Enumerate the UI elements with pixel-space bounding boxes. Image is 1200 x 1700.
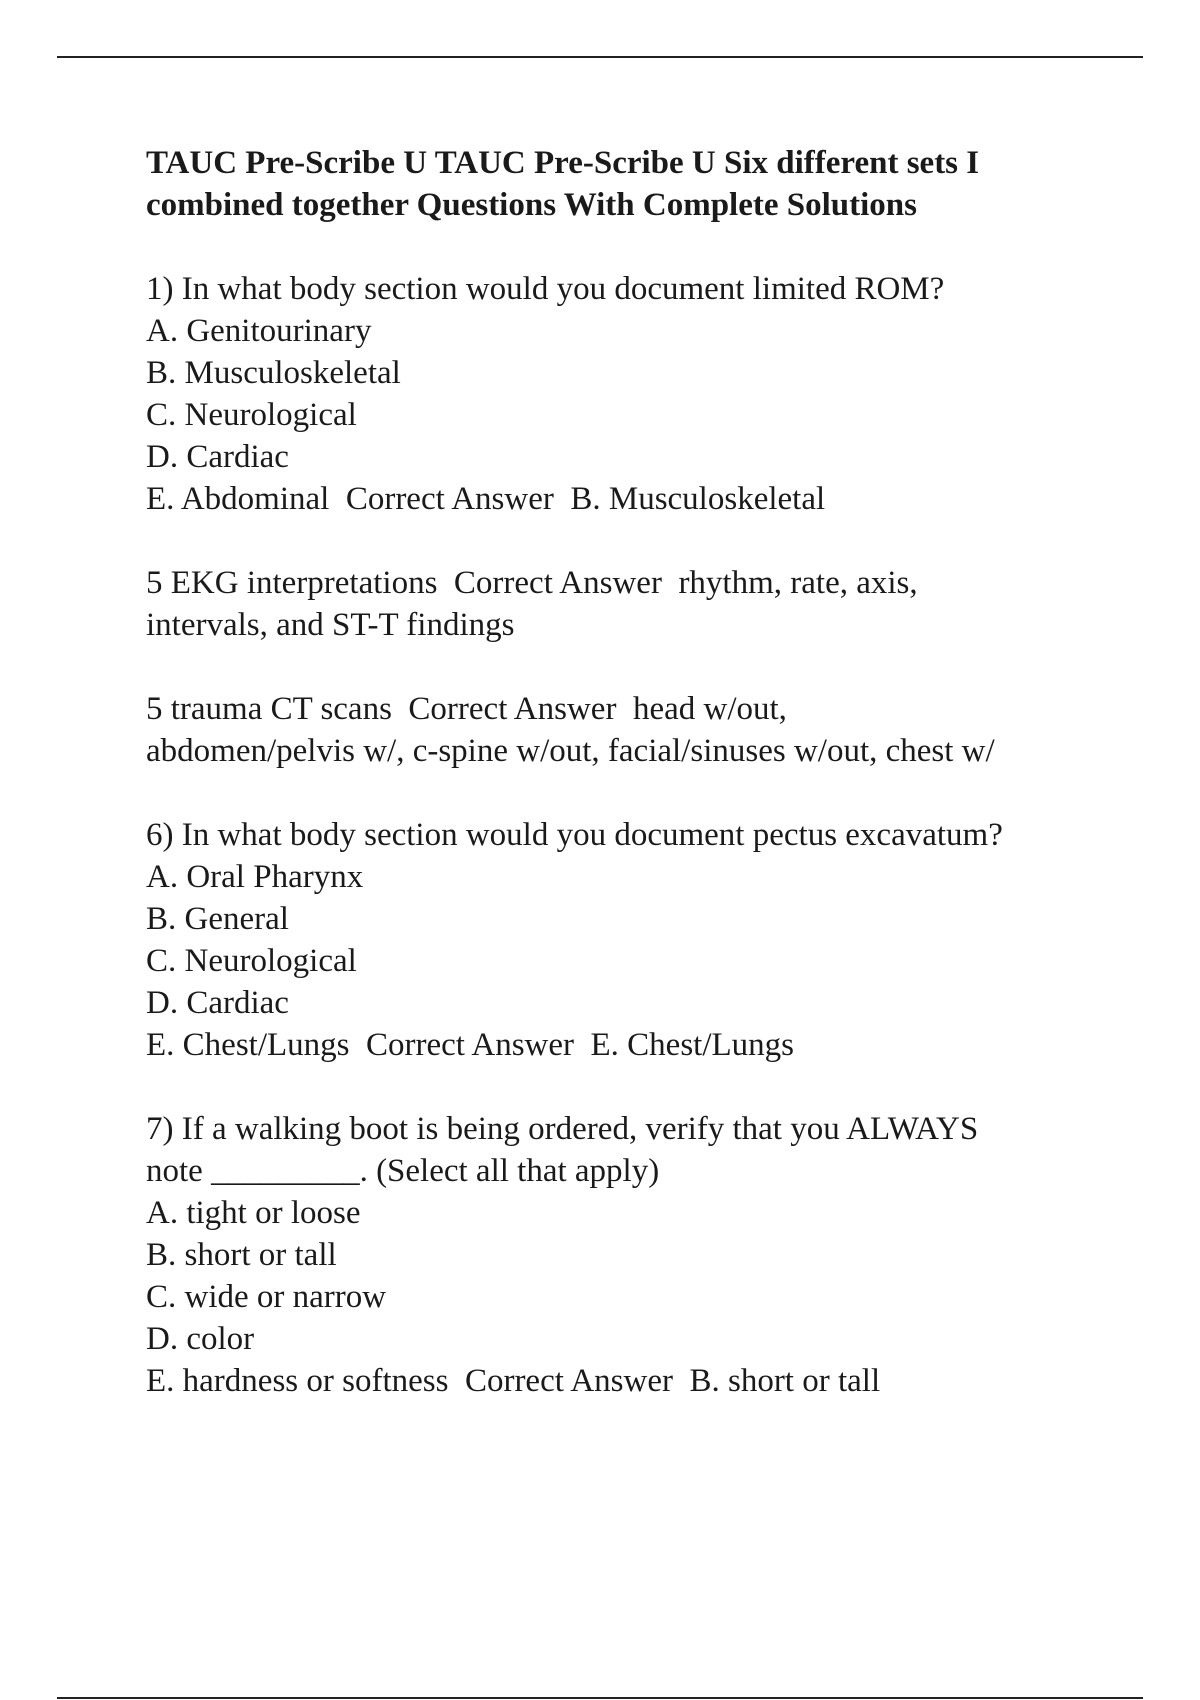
trauma-ct-block bbox=[146, 688, 1106, 772]
ekg-line-2: intervals, and ST-T findings bbox=[146, 607, 515, 643]
question-1-option-b: B. Musculoskeletal bbox=[146, 355, 401, 391]
question-7-option-d: D. color bbox=[146, 1321, 255, 1357]
question-6-option-e-answer: E. Chest/Lungs Correct Answer E. Chest/Lungs bbox=[146, 1027, 795, 1063]
question-1-option-d: D. Cardiac bbox=[146, 439, 289, 475]
question-1-option-c: C. Neurological bbox=[146, 397, 357, 433]
question-7-prompt-line-1: 7) If a walking boot is being ordered, verify that you ALWAYS bbox=[146, 1111, 979, 1147]
document-title bbox=[146, 142, 1106, 226]
question-6-block bbox=[146, 814, 1106, 1066]
question-6-option-b: B. General bbox=[146, 901, 289, 937]
question-7-option-b: B. short or tall bbox=[146, 1237, 337, 1273]
question-7-prompt-line-2: note _________. (Select all that apply) bbox=[146, 1153, 660, 1189]
title-line: TAUC Pre-Scribe U TAUC Pre-Scribe U Six different sets I bbox=[146, 145, 980, 181]
question-6-option-a: A. Oral Pharynx bbox=[146, 859, 364, 895]
top-rule bbox=[57, 56, 1143, 58]
question-6-prompt: 6) In what body section would you document pectus excavatum? bbox=[146, 817, 1003, 853]
ekg-line-1: 5 EKG interpretations Correct Answer rhythm, rate, axis, bbox=[146, 565, 918, 601]
trauma-ct-line-2: abdomen/pelvis w/, c-spine w/out, facial/sinuses w/out, chest w/ bbox=[146, 733, 995, 769]
question-7-option-a: A. tight or loose bbox=[146, 1195, 361, 1231]
bottom-rule bbox=[57, 1697, 1143, 1699]
question-1-block bbox=[146, 268, 1106, 520]
question-6-option-c: C. Neurological bbox=[146, 943, 357, 979]
question-7-option-c: C. wide or narrow bbox=[146, 1279, 387, 1315]
ekg-block bbox=[146, 562, 1106, 646]
question-1-prompt: 1) In what body section would you document limited ROM? bbox=[146, 271, 945, 307]
question-1-option-a: A. Genitourinary bbox=[146, 313, 372, 349]
trauma-ct-line-1: 5 trauma CT scans Correct Answer head w/out, bbox=[146, 691, 787, 727]
question-1-option-e-answer: E. Abdominal Correct Answer B. Musculoskeletal bbox=[146, 481, 826, 517]
question-7-option-e-answer: E. hardness or softness Correct Answer B. short or tall bbox=[146, 1363, 881, 1399]
document-body bbox=[146, 142, 1106, 1444]
question-7-block bbox=[146, 1108, 1106, 1402]
question-6-option-d: D. Cardiac bbox=[146, 985, 289, 1021]
title-line: combined together Questions With Complete Solutions bbox=[146, 187, 917, 223]
